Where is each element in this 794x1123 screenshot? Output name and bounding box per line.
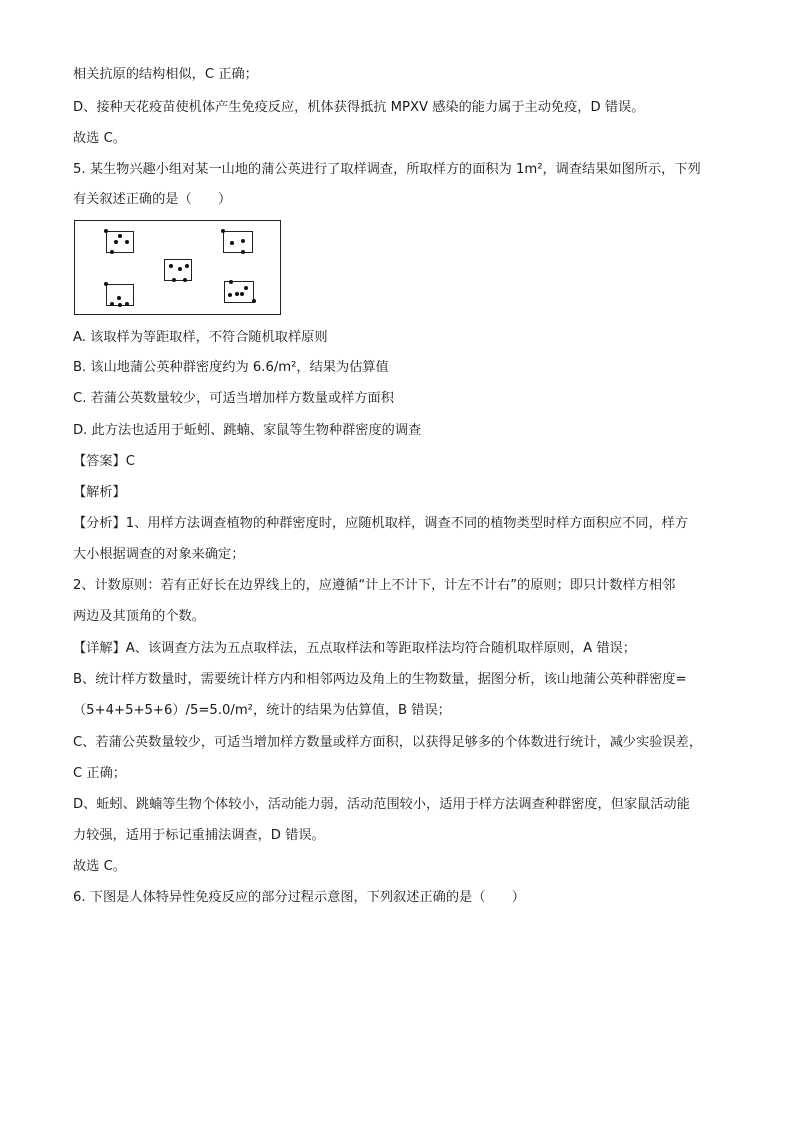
dandelion-dot: [125, 240, 129, 244]
detail-text: 故选 C。: [73, 859, 126, 874]
text-line: D、接种天花疫苗使机体产生免疫反应，机体获得抵抗 MPXV 感染的能力属于主动免疫，D 错误。: [73, 100, 645, 115]
quadrat-plot: [223, 231, 253, 253]
dandelion-dot: [118, 234, 122, 238]
dandelion-dot: [169, 264, 173, 268]
dandelion-dot: [229, 280, 233, 284]
answer-label: 【答案】C: [73, 454, 135, 469]
dandelion-dot: [235, 292, 239, 296]
option-d: D. 此方法也适用于蚯蚓、跳蝻、家鼠等生物种群密度的调查: [73, 423, 422, 438]
option-a: A. 该取样为等距取样，不符合随机取样原则: [73, 330, 328, 345]
question-6-stem: 6. 下图是人体特异性免疫反应的部分过程示意图，下列叙述正确的是（ ）: [73, 890, 525, 905]
quadrat-plot: [106, 231, 134, 253]
dandelion-dot: [110, 250, 114, 254]
analysis-text: 大小根据调查的对象来确定；: [73, 547, 245, 562]
quadrat-plot: [224, 281, 254, 303]
dandelion-dot: [241, 250, 245, 254]
text-line: 故选 C。: [73, 131, 126, 146]
dandelion-dot: [252, 299, 256, 303]
dandelion-dot: [104, 229, 108, 233]
dandelion-dot: [104, 282, 108, 286]
dandelion-dot: [114, 240, 118, 244]
option-b: B. 该山地蒲公英种群密度约为 6.6/m²，结果为估算值: [73, 360, 389, 375]
dandelion-dot: [118, 303, 122, 307]
detail-text: 【详解】A、该调查方法为五点取样法，五点取样法和等距取样法均符合随机取样原则，A 错误；: [73, 641, 636, 656]
dandelion-dot: [244, 286, 248, 290]
detail-text: C 正确；: [73, 766, 126, 781]
analysis-text: 2、计数原则：若有正好长在边界线上的，应遵循“计上不计下，计左不计右”的原则；即只计数样方相邻: [73, 578, 676, 593]
option-c: C. 若蒲公英数量较少，可适当增加样方数量或样方面积: [73, 391, 394, 406]
dandelion-dot: [110, 302, 114, 306]
dandelion-dot: [241, 239, 245, 243]
dandelion-dot: [125, 302, 129, 306]
detail-text: （5+4+5+5+6）/5=5.0/m²，统计的结果为估算值，B 错误；: [73, 703, 451, 718]
quadrat-figure: [74, 220, 281, 315]
dandelion-dot: [240, 292, 244, 296]
dandelion-dot: [183, 278, 187, 282]
text-line: 相关抗原的结构相似，C 正确；: [73, 67, 258, 82]
question-5-stem: 5. 某生物兴趣小组对某一山地的蒲公英进行了取样调查，所取样方的面积为 1m²，调查结果如图所示，下列: [73, 162, 701, 177]
dandelion-dot: [172, 278, 176, 282]
analysis-text: 【分析】1、用样方法调查植物的种群密度时，应随机取样，调查不同的植物类型时样方面积应不同，样方: [73, 516, 689, 531]
quadrat-plot: [106, 284, 134, 306]
quadrat-plot: [164, 259, 192, 281]
detail-text: B、统计样方数量时，需要统计样方内和相邻两边及角上的生物数量，据图分析，该山地蒲公英种群密度=: [73, 672, 687, 687]
detail-text: 力较强，适用于标记重捕法调查，D 错误。: [73, 828, 325, 843]
dandelion-dot: [221, 229, 225, 233]
detail-text: D、蚯蚓、跳蝻等生物个体较小，活动能力弱，活动范围较小，适用于样方法调查种群密度，但家鼠活动能: [73, 797, 690, 812]
dandelion-dot: [117, 296, 121, 300]
dandelion-dot: [185, 264, 189, 268]
dandelion-dot: [178, 267, 182, 271]
dandelion-dot: [230, 241, 234, 245]
analysis-text: 两边及其顶角的个数。: [73, 609, 205, 624]
dandelion-dot: [228, 293, 232, 297]
detail-text: C、若蒲公英数量较少，可适当增加样方数量或样方面积，以获得足够多的个体数进行统计，减少实验误差，: [73, 735, 703, 750]
question-5-stem-cont: 有关叙述正确的是（ ）: [73, 192, 232, 207]
analysis-label: 【解析】: [73, 485, 126, 500]
